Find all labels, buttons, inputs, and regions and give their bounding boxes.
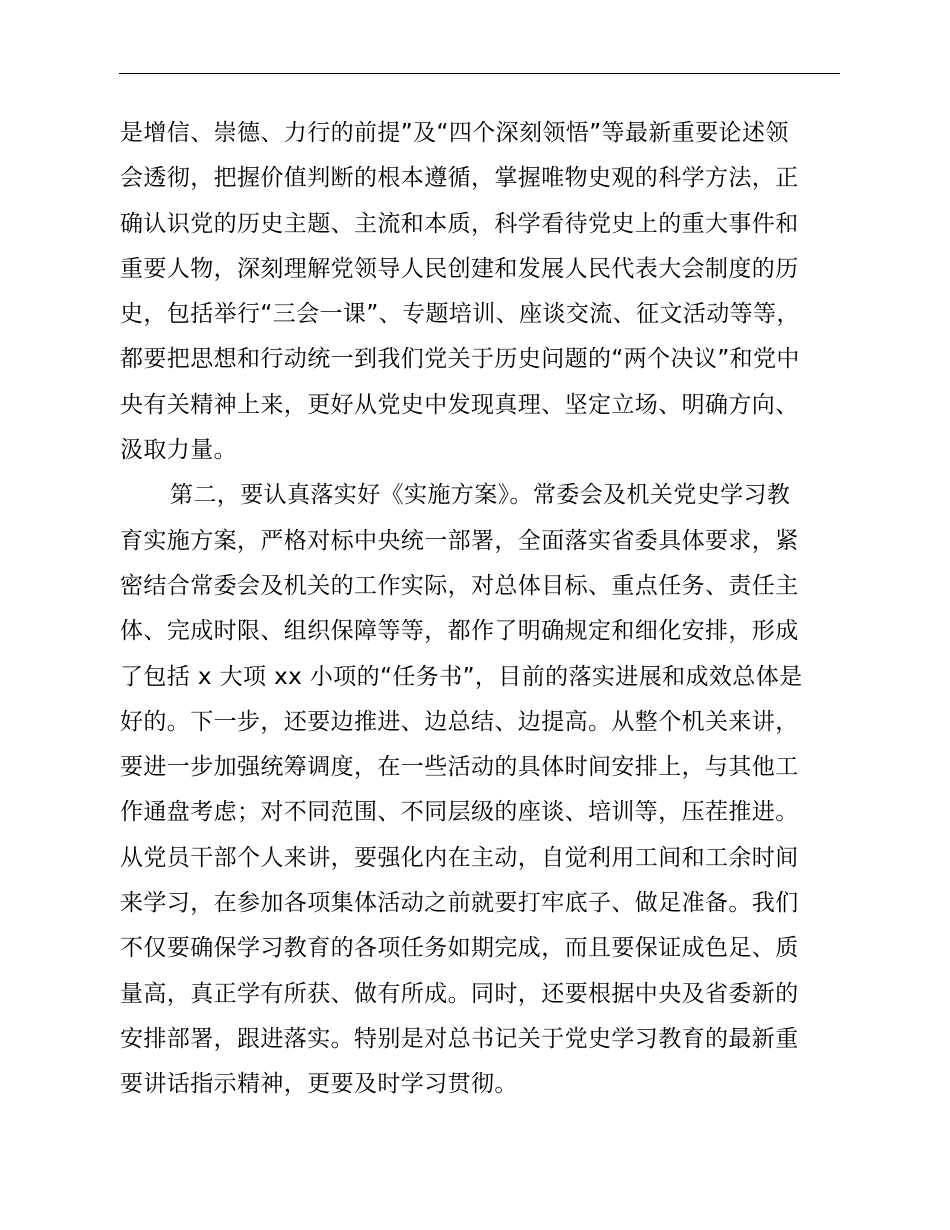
text-line: 要讲话指示精神，更要及时学习贯彻。: [120, 1071, 518, 1098]
text-line: 从党员干部个人来讲，要强化内在主动，自觉利用工间和工余时间: [120, 844, 799, 871]
text-line: 会透彻，把握价值判断的根本遵循，掌握唯物史观的科学方法，正: [120, 165, 799, 192]
body-text: [120, 111, 842, 1108]
text-line: 来学习，在参加各项集体活动之前就要打牢底子、做足准备。我们: [120, 890, 799, 917]
text-line: 确认识党的历史主题、主流和本质，科学看待党史上的重大事件和: [120, 210, 799, 237]
text-line: 量高，真正学有所获、做有所成。同时，还要根据中央及省委新的: [120, 980, 799, 1007]
text-line: 育实施方案，严格对标中央统一部署，全面落实省委具体要求，紧: [120, 527, 799, 554]
text-line: 都要把思想和行动统一到我们党关于历史问题的“两个决议”和党中: [120, 346, 800, 373]
text-line: 不仅要确保学习教育的各项任务如期完成，而且要保证成色足、质: [120, 935, 799, 962]
text-line: 作通盘考虑；对不同范围、不同层级的座谈、培训等，压茬推进。: [120, 799, 799, 826]
header-rule: [119, 73, 840, 74]
text-line: 重要人物，深刻理解党领导人民创建和发展人民代表大会制度的历: [120, 255, 799, 282]
text-line: 密结合常委会及机关的工作实际，对总体目标、重点任务、责任主: [120, 572, 799, 599]
text-line: 安排部署，跟进落实。特别是对总书记关于党史学习教育的最新重: [120, 1025, 799, 1052]
text-line: 史，包括举行“三会一课”、专题培训、座谈交流、征文活动等等，: [120, 301, 800, 328]
paragraph-start-line: 第二，要认真落实好《实施方案》。常委会及机关党史学习教: [170, 482, 791, 509]
text-line: 要进一步加强统筹调度，在一些活动的具体时间安排上，与其他工: [120, 754, 799, 781]
text-line: 是增信、崇德、力行的前提”及“四个深刻领悟”等最新重要论述领: [120, 120, 789, 146]
text-line: 央有关精神上来，更好从党史中发现真理、坚定立场、明确方向、: [120, 391, 799, 418]
text-line: 了包括 x 大项 xx 小项的“任务书”，目前的落实进展和成效总体是: [120, 663, 803, 690]
text-line: 好的。下一步，还要边推进、边总结、边提高。从整个机关来讲，: [120, 708, 799, 735]
text-line: 汲取力量。: [120, 437, 237, 464]
text-line: 体、完成时限、组织保障等等，都作了明确规定和细化安排，形成: [120, 618, 799, 645]
